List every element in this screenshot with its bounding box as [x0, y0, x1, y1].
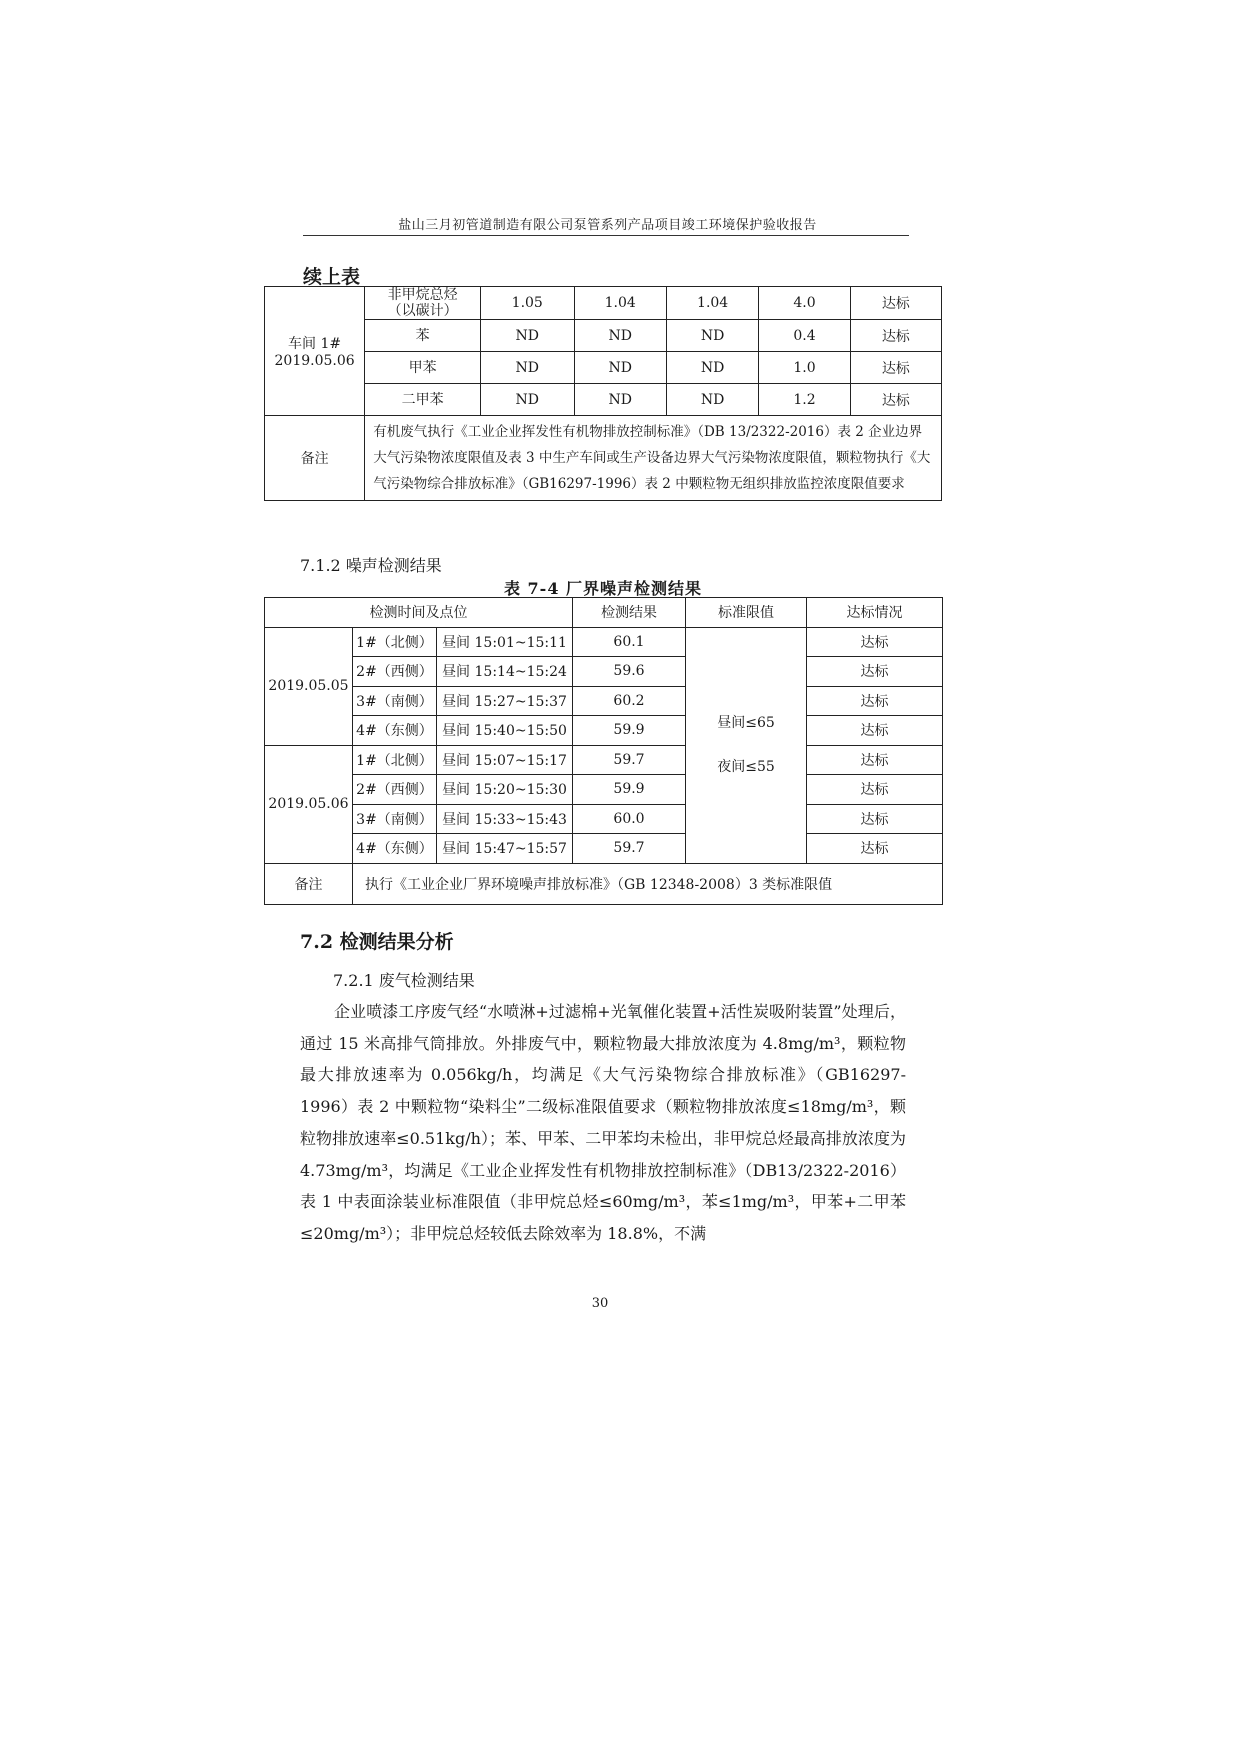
- page-number: 30: [591, 1296, 609, 1311]
- group-label-cell: [265, 287, 365, 416]
- header-limit: 标准限值: [686, 598, 807, 628]
- result-cell: 达标: [850, 287, 941, 320]
- limit-cell: 0.4: [759, 320, 850, 352]
- table-row: [265, 320, 942, 352]
- table-row: [265, 416, 942, 501]
- table-row: [265, 287, 942, 320]
- time-cell: 昼间 15:40~15:50: [437, 716, 573, 746]
- remark-text: 执行《工业企业厂界环境噪声排放标准》（GB 12348-2008）3 类标准限值: [353, 863, 943, 904]
- time-cell: 昼间 15:27~15:37: [437, 686, 573, 716]
- table-row: [265, 627, 943, 657]
- limit-day: 昼间≤65: [717, 715, 775, 731]
- value-cell: ND: [574, 352, 666, 384]
- time-cell: 昼间 15:47~15:57: [437, 834, 573, 864]
- status-cell: 达标: [807, 834, 943, 864]
- table-row: [265, 352, 942, 384]
- status-cell: 达标: [807, 745, 943, 775]
- point-cell: 3#（南侧）: [353, 804, 437, 834]
- section-heading-7-2-1: 7.2.1 废气检测结果: [333, 971, 475, 990]
- value-cell: ND: [481, 320, 575, 352]
- table-row: [265, 745, 943, 775]
- table-row: [265, 384, 942, 416]
- value-cell: ND: [666, 384, 758, 416]
- table-row: [265, 804, 943, 834]
- time-cell: 昼间 15:07~15:17: [437, 745, 573, 775]
- remark-label: 备注: [265, 416, 365, 501]
- time-cell: 昼间 15:20~15:30: [437, 775, 573, 805]
- limit-night: 夜间≤55: [717, 759, 775, 775]
- value-cell: 60.1: [573, 627, 686, 657]
- value-cell: ND: [574, 384, 666, 416]
- time-cell: 昼间 15:01~15:11: [437, 627, 573, 657]
- noise-results-table: [264, 597, 943, 905]
- table-row: [265, 686, 943, 716]
- continued-table-title: 续上表: [303, 266, 361, 288]
- table-caption: 表 7-4 厂界噪声检测结果: [503, 579, 703, 598]
- status-cell: 达标: [807, 775, 943, 805]
- exhaust-results-table: [264, 286, 942, 501]
- remark-label: 备注: [265, 863, 353, 904]
- time-cell: 昼间 15:14~15:24: [437, 657, 573, 687]
- date-cell: 2019.05.06: [265, 745, 353, 863]
- point-cell: 2#（西侧）: [353, 657, 437, 687]
- point-cell: 3#（南侧）: [353, 686, 437, 716]
- time-cell: 昼间 15:33~15:43: [437, 804, 573, 834]
- section-heading-7-1-2: 7.1.2 噪声检测结果: [300, 556, 442, 575]
- value-cell: 59.9: [573, 775, 686, 805]
- header-status: 达标情况: [807, 598, 943, 628]
- value-cell: 59.7: [573, 834, 686, 864]
- table-row: [265, 863, 943, 904]
- limit-cell: 1.2: [759, 384, 850, 416]
- table-row: [265, 657, 943, 687]
- status-cell: 达标: [807, 686, 943, 716]
- table-row: [265, 775, 943, 805]
- value-cell: ND: [666, 352, 758, 384]
- result-cell: 达标: [850, 384, 941, 416]
- header-rule: [303, 235, 909, 236]
- value-cell: ND: [481, 384, 575, 416]
- point-cell: 4#（东侧）: [353, 716, 437, 746]
- header-result: 检测结果: [573, 598, 686, 628]
- param-cell: 苯: [365, 320, 481, 352]
- value-cell: ND: [481, 352, 575, 384]
- group-label-line2: 2019.05.06: [274, 353, 355, 369]
- status-cell: 达标: [807, 627, 943, 657]
- limit-cell: 1.0: [759, 352, 850, 384]
- value-cell: 1.05: [481, 287, 575, 320]
- value-cell: 59.6: [573, 657, 686, 687]
- status-cell: 达标: [807, 657, 943, 687]
- value-cell: 60.2: [573, 686, 686, 716]
- status-cell: 达标: [807, 716, 943, 746]
- remark-text: 有机废气执行《工业企业挥发性有机物排放控制标准》（DB 13/2322-2016）表 2 企业边界大气污染物浓度限值及表 3 中生产车间或生产设备边界大气污染物浓度限值，颗粒物执行《大气污染物综合排放标准》（GB16297-1996）表 2 中颗粒物无组织排放监控浓度限值要求: [365, 416, 942, 501]
- result-cell: 达标: [850, 352, 941, 384]
- limit-cell: [686, 627, 807, 863]
- param-unit-note: （以碳计）: [387, 303, 458, 319]
- body-paragraph: 企业喷漆工序废气经“水喷淋+过滤棉+光氧催化装置+活性炭吸附装置”处理后，通过 15 米高排气筒排放。外排废气中，颗粒物最大排放浓度为 4.8mg/m³，颗粒物最大排放速率为 0.056kg/h，均满足《大气污染物综合排放标准》（GB16297-1996）表 2 中颗粒物“染料尘”二级标准限值要求（颗粒物排放浓度≤18mg/m³，颗粒物排放速率≤0.51kg/h）；苯、甲苯、二甲苯均未检出，非甲烷总烃最高排放浓度为 4.73mg/m³，均满足《工业企业挥发性有机物排放控制标准》（DB13/2322-2016）表 1 中表面涂装业标准限值（非甲烷总烃≤60mg/m³，苯≤1mg/m³，甲苯+二甲苯≤20mg/m³）；非甲烷总烃较低去除效率为 18.8%，不满: [300, 1002, 906, 1243]
- value-cell: 60.0: [573, 804, 686, 834]
- table-row: [265, 716, 943, 746]
- value-cell: ND: [574, 320, 666, 352]
- point-cell: 4#（东侧）: [353, 834, 437, 864]
- param-cell: [365, 287, 481, 320]
- section-heading-7-2: 7.2 检测结果分析: [300, 931, 454, 953]
- limit-cell: 4.0: [759, 287, 850, 320]
- value-cell: 1.04: [574, 287, 666, 320]
- point-cell: 2#（西侧）: [353, 775, 437, 805]
- running-header: 盐山三月初管道制造有限公司泵管系列产品项目竣工环境保护验收报告: [398, 218, 817, 233]
- value-cell: 59.9: [573, 716, 686, 746]
- param-cell: 甲苯: [365, 352, 481, 384]
- date-cell: 2019.05.05: [265, 627, 353, 745]
- value-cell: 59.7: [573, 745, 686, 775]
- header-time-point: 检测时间及点位: [265, 598, 573, 628]
- value-cell: ND: [666, 320, 758, 352]
- point-cell: 1#（北侧）: [353, 627, 437, 657]
- table-row: [265, 834, 943, 864]
- status-cell: 达标: [807, 804, 943, 834]
- value-cell: 1.04: [666, 287, 758, 320]
- table-header-row: [265, 598, 943, 628]
- group-label-line1: 车间 1#: [288, 336, 342, 352]
- result-cell: 达标: [850, 320, 941, 352]
- param-cell: 二甲苯: [365, 384, 481, 416]
- point-cell: 1#（北侧）: [353, 745, 437, 775]
- param-name: 非甲烷总烃: [387, 287, 458, 303]
